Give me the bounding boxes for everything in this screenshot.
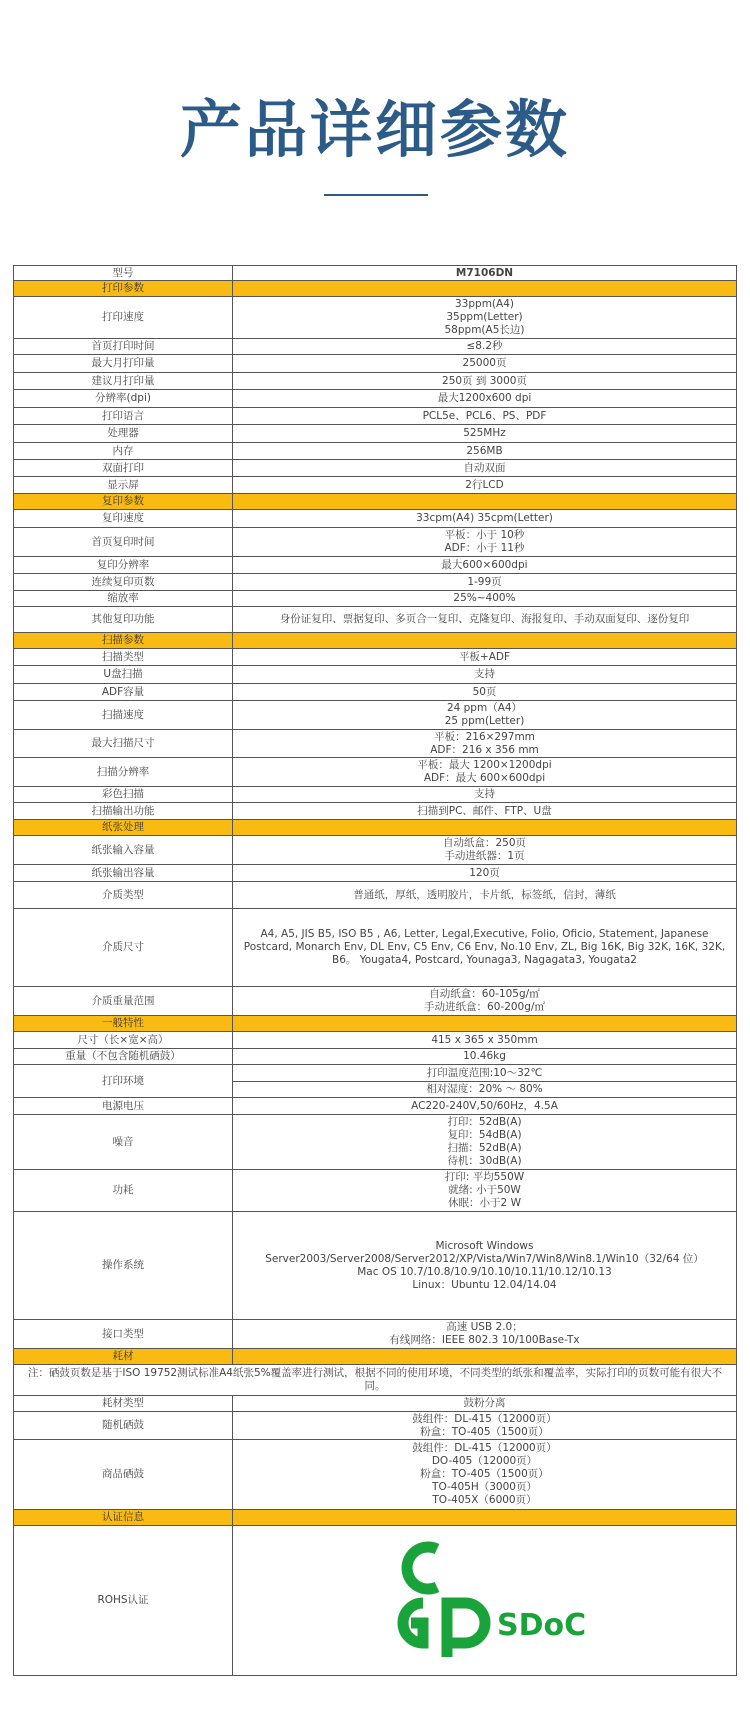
spec-row <box>14 408 737 425</box>
spec-value-line: 自动双面 <box>463 461 506 474</box>
spec-label: 打印环境 <box>14 1065 233 1098</box>
spec-value-line: 120页 <box>469 866 500 879</box>
spec-value-line: 打印: 平均550W <box>444 1171 525 1183</box>
spec-value <box>233 460 737 477</box>
spec-value <box>233 787 737 803</box>
spec-label: 彩色扫描 <box>14 787 233 803</box>
consumables-note: 注：硒鼓页数是基于ISO 19752测试标准A4纸张5%覆盖率进行测试，根据不同的使用环境，不同类型的纸张和覆盖率，实际打印的页数可能有很大不同。 <box>14 1365 737 1396</box>
spec-value-line: 25%~400% <box>453 592 516 604</box>
logo-cell <box>233 1526 737 1676</box>
spec-value-line: 平板：最大 1200×1200dpi <box>417 759 552 771</box>
spec-row <box>14 865 737 882</box>
spec-value <box>233 1412 737 1440</box>
spec-label: 重量（不包含随机硒鼓） <box>14 1049 233 1065</box>
spec-label: 扫描分辨率 <box>14 758 233 787</box>
spec-value-line: 支持 <box>474 668 495 680</box>
spec-value-line: 复印：54dB(A) <box>447 1129 522 1141</box>
spec-label: 打印速度 <box>14 297 233 339</box>
spec-value-line: 10.46kg <box>463 1050 506 1062</box>
section-header-fill <box>233 281 737 297</box>
section-title: 认证信息 <box>14 1510 233 1526</box>
spec-row <box>14 425 737 443</box>
section-header-row <box>14 633 737 649</box>
spec-row <box>14 355 737 373</box>
section-header-row <box>14 281 737 297</box>
spec-value <box>233 684 737 701</box>
section-header-row <box>14 494 737 510</box>
spec-row <box>14 1032 737 1049</box>
spec-value <box>233 1082 737 1098</box>
spec-label: 复印分辨率 <box>14 557 233 574</box>
spec-value-line: 自动纸盒：60-105g/㎡ <box>429 988 540 1000</box>
spec-label: 介质尺寸 <box>14 909 233 987</box>
spec-label: 处理器 <box>14 425 233 443</box>
spec-label: 噪音 <box>14 1115 233 1170</box>
section-title: 扫描参数 <box>14 633 233 649</box>
spec-value-line: 就绪: 小于50W <box>448 1184 521 1196</box>
spec-value-line: 高速 USB 2.0； <box>446 1321 523 1333</box>
spec-row <box>14 390 737 408</box>
spec-value-line: 24 ppm（A4） <box>446 702 523 714</box>
spec-row <box>14 1412 737 1440</box>
spec-label: 介质类型 <box>14 882 233 909</box>
spec-row <box>14 607 737 633</box>
spec-value-line: 打印：52dB(A) <box>447 1116 522 1128</box>
spec-value-line: 手动进纸器：1页 <box>444 850 525 862</box>
page-title: 产品详细参数 <box>179 93 570 166</box>
spec-value-line: 平板：小于 10秒 <box>444 529 525 541</box>
spec-label: 随机硒鼓 <box>14 1412 233 1440</box>
gp-logo-icon <box>385 1539 585 1659</box>
spec-label: 最大扫描尺寸 <box>14 730 233 758</box>
spec-value-line: 有线网络：IEEE 802.3 10/100Base-Tx <box>389 1334 580 1346</box>
spec-row <box>14 684 737 701</box>
spec-label: U盘扫描 <box>14 666 233 684</box>
spec-value <box>233 836 737 865</box>
spec-label: 其他复印功能 <box>14 607 233 633</box>
section-header-fill <box>233 1510 737 1526</box>
section-header-fill <box>233 633 737 649</box>
section-title: 打印参数 <box>14 281 233 297</box>
spec-value <box>233 297 737 339</box>
spec-label: 扫描类型 <box>14 649 233 666</box>
spec-value-line: 250页 到 3000页 <box>442 374 527 387</box>
spec-value-line: Server2003/Server2008/Server2012/XP/Vista/Win7/Win8/Win8.1/Win10（32/64 位） <box>265 1252 704 1265</box>
spec-label: 扫描输出功能 <box>14 803 233 820</box>
spec-value <box>233 1320 737 1349</box>
spec-value <box>233 909 737 987</box>
spec-value <box>233 408 737 425</box>
spec-label: 电源电压 <box>14 1098 233 1115</box>
spec-value <box>233 443 737 460</box>
spec-value <box>233 425 737 443</box>
spec-value-line: 58ppm(A5长边) <box>444 324 525 336</box>
spec-row <box>14 666 737 684</box>
spec-row <box>14 1320 737 1349</box>
spec-value-line: 525MHz <box>463 427 506 439</box>
spec-value-line: 手动进纸盒：60-200g/㎡ <box>424 1001 545 1013</box>
spec-value <box>233 882 737 909</box>
spec-value-line: 鼓组件：DL-415（12000页） <box>412 1412 557 1425</box>
spec-value-line: 1-99页 <box>467 575 502 588</box>
spec-label: 接口类型 <box>14 1320 233 1349</box>
spec-label: 打印语言 <box>14 408 233 425</box>
spec-value <box>233 1212 737 1320</box>
spec-row <box>14 297 737 339</box>
spec-row <box>14 1212 737 1320</box>
spec-value <box>233 1049 737 1065</box>
spec-value-line: 相对湿度：20% ～ 80% <box>426 1083 543 1095</box>
spec-label: 介质重量范围 <box>14 987 233 1016</box>
spec-value-line: 休眠：小于2 W <box>448 1197 521 1209</box>
section-title: 一般特性 <box>14 1016 233 1032</box>
section-header-row <box>14 1016 737 1032</box>
spec-table <box>13 265 737 1676</box>
spec-value-line: 鼓粉分离 <box>463 1397 506 1409</box>
section-title: 复印参数 <box>14 494 233 510</box>
spec-value-line: 25000页 <box>462 357 507 369</box>
sdoc-logo-text: SDoC <box>496 1607 585 1643</box>
spec-value-line: DO-405（12000页） <box>431 1455 538 1467</box>
spec-value-line: 2行LCD <box>465 478 504 491</box>
spec-label: 内存 <box>14 443 233 460</box>
spec-row <box>14 557 737 574</box>
spec-value <box>233 528 737 557</box>
spec-row <box>14 1049 737 1065</box>
spec-value-line: 扫描：52dB(A) <box>447 1142 522 1154</box>
spec-row <box>14 460 737 477</box>
spec-row <box>14 730 737 758</box>
spec-value <box>233 1098 737 1115</box>
spec-row <box>14 1065 737 1082</box>
model-row <box>14 266 737 281</box>
spec-value-line: Mac OS 10.7/10.8/10.9/10.10/10.11/10.12/10.13 <box>357 1265 612 1278</box>
spec-value <box>233 666 737 684</box>
spec-row <box>14 528 737 557</box>
spec-value-line: AC220-240V,50/60Hz，4.5A <box>411 1099 558 1112</box>
spec-value-line: 平板：216×297mm <box>434 730 535 743</box>
spec-value-line: 扫描到PC、邮件、FTP、U盘 <box>417 804 552 817</box>
spec-label: 显示屏 <box>14 477 233 494</box>
spec-value-line: 25 ppm(Letter) <box>444 715 525 727</box>
section-title: 纸张处理 <box>14 820 233 836</box>
spec-value-line: 自动纸盒：250页 <box>442 837 527 849</box>
spec-label: 扫描速度 <box>14 701 233 730</box>
spec-label: 操作系统 <box>14 1212 233 1320</box>
spec-value-line: 粉盒：TO-405（1500页） <box>420 1425 549 1438</box>
spec-value <box>233 373 737 390</box>
spec-row <box>14 339 737 355</box>
spec-value-line: 33ppm(A4) <box>455 298 514 310</box>
spec-value-line: 支持 <box>474 788 495 800</box>
spec-label: 首页打印时间 <box>14 339 233 355</box>
spec-value-line: 50页 <box>472 685 497 698</box>
spec-label: 双面打印 <box>14 460 233 477</box>
spec-row <box>14 882 737 909</box>
spec-value <box>233 355 737 373</box>
spec-label: ADF容量 <box>14 684 233 701</box>
spec-label: 最大月打印量 <box>14 355 233 373</box>
spec-row <box>14 510 737 528</box>
spec-value <box>233 1440 737 1510</box>
spec-value-line: 平板+ADF <box>458 650 511 663</box>
model-label: 型号 <box>14 266 233 281</box>
spec-value <box>233 987 737 1016</box>
spec-value-line: 最大600×600dpi <box>441 558 528 571</box>
spec-row <box>14 443 737 460</box>
spec-row <box>14 1396 737 1412</box>
spec-table-body <box>14 266 737 1676</box>
spec-value-line: 身份证复印、票据复印、多页合一复印、克隆复印、海报复印、手动双面复印、逐份复印 <box>279 613 690 625</box>
spec-value <box>233 865 737 882</box>
spec-value-line: 鼓组件：DL-415（12000页） <box>412 1442 557 1454</box>
spec-value <box>233 591 737 607</box>
spec-value-line: 打印温度范围:10～32℃ <box>426 1066 543 1079</box>
spec-label: 连续复印页数 <box>14 574 233 591</box>
section-header-fill <box>233 1349 737 1365</box>
section-header-fill <box>233 820 737 836</box>
section-header-row <box>14 1349 737 1365</box>
spec-value-line: PCL5e、PCL6、PS、PDF <box>422 409 547 422</box>
spec-value <box>233 730 737 758</box>
spec-value-line: 256MB <box>466 444 503 457</box>
spec-row <box>14 1098 737 1115</box>
spec-value-line: 35ppm(Letter) <box>446 311 523 323</box>
spec-row <box>14 787 737 803</box>
spec-row <box>14 373 737 390</box>
spec-value <box>233 1396 737 1412</box>
spec-value-line: 待机：30dB(A) <box>447 1155 522 1167</box>
spec-value <box>233 1115 737 1170</box>
section-header-row <box>14 820 737 836</box>
title-underline <box>324 194 428 196</box>
spec-row <box>14 987 737 1016</box>
spec-row <box>14 803 737 820</box>
spec-label: 纸张输出容量 <box>14 865 233 882</box>
spec-value <box>233 803 737 820</box>
spec-row <box>14 1115 737 1170</box>
spec-label: 复印速度 <box>14 510 233 528</box>
spec-row <box>14 909 737 987</box>
spec-label: ROHS认证 <box>14 1526 233 1676</box>
spec-row <box>14 477 737 494</box>
spec-value <box>233 557 737 574</box>
spec-label: 耗材类型 <box>14 1396 233 1412</box>
spec-value <box>233 339 737 355</box>
spec-row <box>14 701 737 730</box>
note-row <box>14 1365 737 1396</box>
spec-value-line: A4, A5, JIS B5, ISO B5 , A6, Letter, Legal,Executive, Folio, Oficio, Statement, Japanese Postcard, Monarch Env, DL Env, C5 Env, C6 Env, No.10 Env, ZL, Big 16K, Big 32K, 16K, 32K, B6。 Yougata4, Postcard, Younaga3, Nagagata3, Yougata2 <box>243 928 726 966</box>
section-header-fill <box>233 1016 737 1032</box>
spec-label: 建议月打印量 <box>14 373 233 390</box>
section-header-fill <box>233 494 737 510</box>
spec-value-line: ≤8.2秒 <box>466 340 503 352</box>
spec-label: 商品硒鼓 <box>14 1440 233 1510</box>
spec-label: 首页复印时间 <box>14 528 233 557</box>
spec-value-line: TO-405X（6000页） <box>432 1494 537 1506</box>
spec-label: 功耗 <box>14 1170 233 1212</box>
spec-row <box>14 591 737 607</box>
spec-value <box>233 477 737 494</box>
spec-value <box>233 1065 737 1082</box>
spec-row <box>14 649 737 666</box>
spec-value-line: 415 x 365 x 350mm <box>431 1033 538 1046</box>
spec-label: 缩放率 <box>14 591 233 607</box>
spec-value-line: ADF：216 x 356 mm <box>430 743 539 756</box>
spec-value-line: 最大1200x600 dpi <box>437 392 532 404</box>
model-value: M7106DN <box>233 266 737 281</box>
spec-value <box>233 510 737 528</box>
spec-row <box>14 574 737 591</box>
section-header-row <box>14 1510 737 1526</box>
spec-row <box>14 1440 737 1510</box>
spec-value <box>233 607 737 633</box>
section-title: 耗材 <box>14 1349 233 1365</box>
spec-row <box>14 836 737 865</box>
spec-value-line: Microsoft Windows <box>435 1239 534 1252</box>
spec-value-line: Linux：Ubuntu 12.04/14.04 <box>412 1278 557 1291</box>
spec-value-line: 普通纸，厚纸，透明胶片，卡片纸，标签纸，信封，薄纸 <box>353 888 616 901</box>
spec-value <box>233 574 737 591</box>
spec-value-line: TO-405H（3000页） <box>432 1481 537 1493</box>
spec-value <box>233 758 737 787</box>
spec-value-line: 33cpm(A4) 35cpm(Letter) <box>416 512 553 524</box>
spec-label: 尺寸（长×宽×高） <box>14 1032 233 1049</box>
spec-value-line: ADF：最大 600×600dpi <box>423 772 546 784</box>
spec-label: 分辨率(dpi) <box>14 390 233 408</box>
spec-value-line: ADF：小于 11秒 <box>444 542 525 554</box>
spec-value <box>233 701 737 730</box>
spec-value-line: 粉盒：TO-405（1500页） <box>420 1468 549 1480</box>
spec-row <box>14 758 737 787</box>
spec-row <box>14 1170 737 1212</box>
spec-value <box>233 390 737 408</box>
gp-sdoc-logo <box>385 1539 585 1663</box>
spec-row <box>14 1526 737 1676</box>
spec-label: 纸张输入容量 <box>14 836 233 865</box>
spec-value <box>233 649 737 666</box>
spec-value <box>233 1170 737 1212</box>
spec-value <box>233 1032 737 1049</box>
